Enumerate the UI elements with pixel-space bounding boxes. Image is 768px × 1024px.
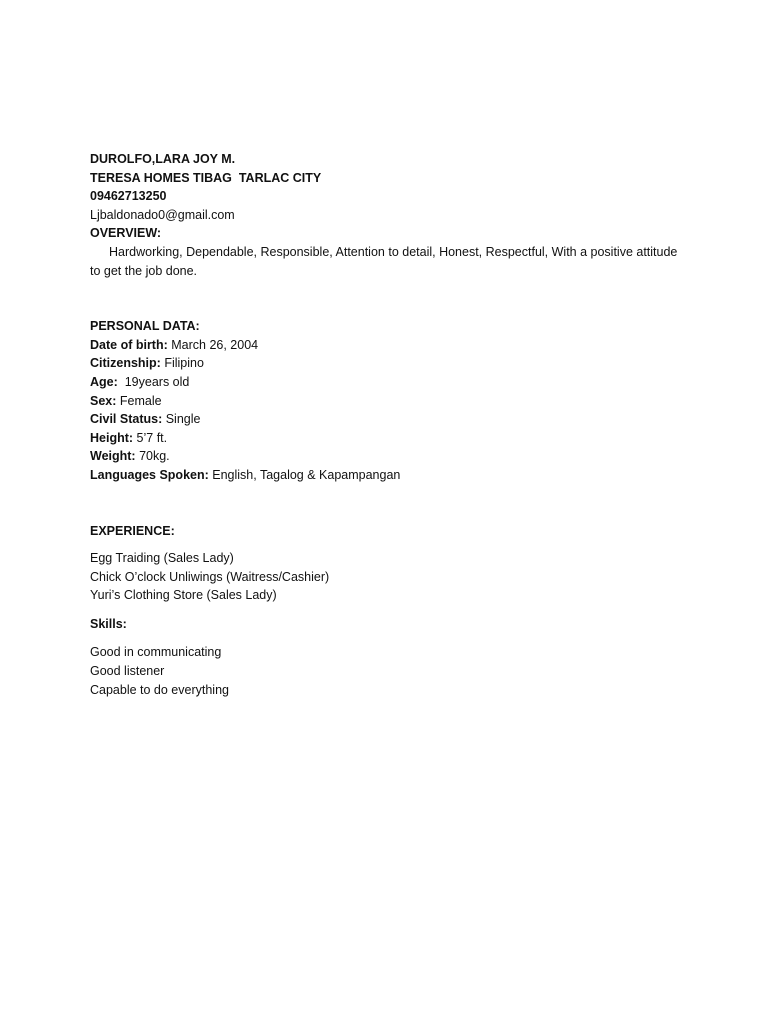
applicant-address: TERESA HOMES TIBAG TARLAC CITY — [90, 170, 322, 185]
overview-heading: OVERVIEW: — [90, 226, 162, 241]
personal-data-label: Weight: — [90, 449, 136, 464]
personal-data-value: Female — [116, 393, 162, 408]
applicant-name: DUROLFO,LARA JOY M. — [90, 152, 236, 166]
personal-data-value: March 26, 2004 — [167, 337, 259, 352]
personal-data-value: Single — [162, 412, 201, 427]
overview-text: Hardworking, Dependable, Responsible, Attention to detail, Honest, Respectful, With a positive attitude to get the job done. — [90, 244, 678, 278]
personal-data-label: Height: — [90, 430, 134, 445]
skill-item: Capable to do everything — [90, 682, 229, 697]
skills-heading: Skills: — [90, 616, 127, 631]
experience-item: Egg Traiding (Sales Lady) — [90, 551, 234, 566]
personal-data-value: English, Tagalog & Kapampangan — [208, 467, 401, 482]
personal-data-item — [90, 373, 680, 392]
spacer — [90, 280, 680, 317]
personal-data-item — [90, 410, 680, 429]
personal-data-label: Sex: — [90, 393, 117, 408]
personal-data-value: 70kg. — [135, 449, 170, 464]
personal-data-item — [90, 336, 680, 355]
personal-data-value: 19years old — [117, 374, 190, 389]
personal-data-heading: PERSONAL DATA: — [90, 319, 200, 334]
spacer — [90, 605, 680, 615]
skills-list — [90, 643, 680, 699]
personal-data-label: Citizenship: — [90, 356, 161, 371]
personal-data-label: Civil Status: — [90, 412, 163, 427]
spacer — [90, 540, 680, 549]
personal-data-list — [90, 336, 680, 485]
applicant-phone: 09462713250 — [90, 189, 167, 204]
experience-item: Chick O’clock Unliwings (Waitress/Cashier) — [90, 569, 330, 584]
personal-data-label: Languages Spoken: — [90, 467, 209, 482]
personal-data-item — [90, 447, 680, 466]
applicant-email: Ljbaldonado0@gmail.com — [90, 207, 235, 222]
skill-item: Good in communicating — [90, 645, 222, 660]
spacer — [90, 485, 680, 522]
experience-list — [90, 549, 680, 605]
personal-data-label: Age: — [90, 374, 118, 389]
personal-data-item — [90, 466, 680, 485]
resume-document — [90, 150, 680, 699]
personal-data-value: 5’7 ft. — [133, 430, 168, 445]
personal-data-label: Date of birth: — [90, 337, 168, 352]
personal-data-item — [90, 429, 680, 448]
experience-item: Yuri’s Clothing Store (Sales Lady) — [90, 588, 277, 603]
skill-item: Good listener — [90, 664, 165, 679]
experience-heading: EXPERIENCE: — [90, 523, 175, 538]
personal-data-item — [90, 392, 680, 411]
spacer — [90, 633, 680, 643]
personal-data-item — [90, 354, 680, 373]
personal-data-value: Filipino — [160, 356, 204, 371]
